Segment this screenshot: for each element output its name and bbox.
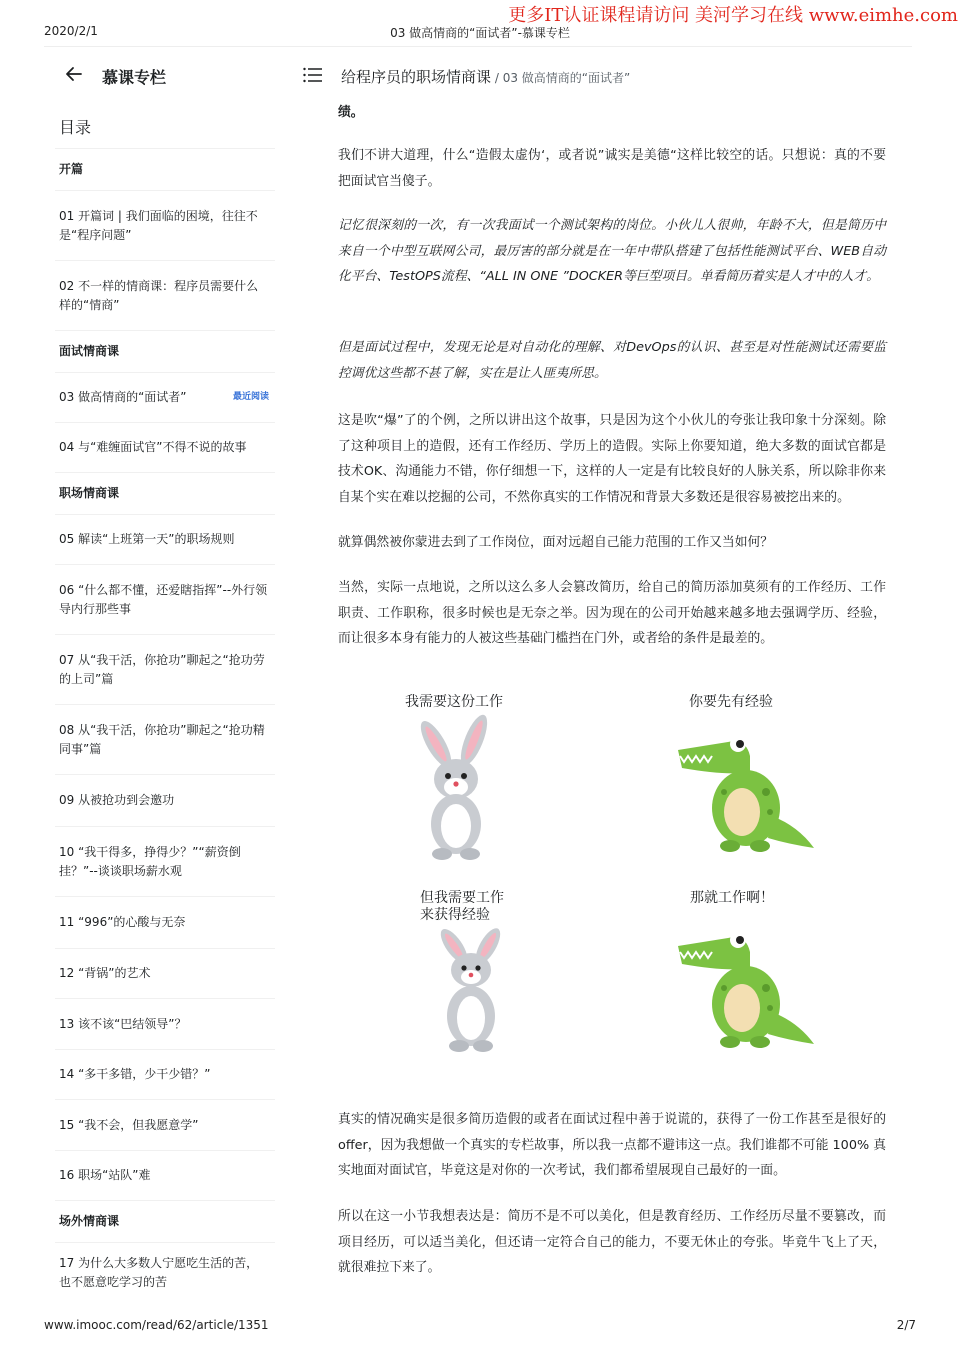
breadcrumb-course[interactable]: 给程序员的职场情商课 — [341, 68, 492, 86]
toc-item-label: 场外情商课 — [59, 1214, 120, 1228]
toc-item[interactable] — [55, 774, 275, 826]
crocodile-icon — [668, 716, 818, 856]
article-paragraph: 绩。 — [338, 105, 364, 120]
toc-item-label: 11 “996”的心酸与无奈 — [59, 915, 186, 929]
toc-item[interactable] — [55, 1242, 275, 1302]
toc-item[interactable] — [55, 1049, 275, 1099]
toc-section-header — [55, 330, 275, 372]
menu-icon[interactable] — [303, 67, 323, 83]
article-paragraph: 但是面试过程中，发现无论是对自动化的理解、对DevOps的认识、甚至是对性能测试还需要监控调优这些都不甚了解，实在是让人匪夷所思。 — [338, 340, 886, 381]
toc-item-label: 09 从被抢功到会邀功 — [59, 793, 175, 807]
promo-banner[interactable]: 更多IT认证课程请访问 美河学习在线 www.eimhe.com — [508, 5, 958, 26]
toc-item-label: 职场情商课 — [59, 486, 120, 500]
article-paragraph: 这是吹“爆”了的个例，之所以讲出这个故事，只是因为这个小伙儿的夸张让我印象十分深刻。除了这种项目上的造假，还有工作经历、学历上的造假。实际上你要知道，绝大多数的面试官都是技术OK、沟通能力不错，你仔细想一下，这样的人一定是有比较良好的人脉关系，所以除非你来自某个实在难以挖掘的公司，不然你真实的工作情况和背景大多数还是很容易被挖出来的。 — [338, 413, 886, 505]
toc-item-label: 13 该不该“巴结领导”？ — [59, 1016, 187, 1031]
toc-item-label: 17 为什么大多数人宁愿吃生活的苦，也不愿意吃学习的苦 — [59, 1255, 259, 1289]
toc-section-header — [55, 1200, 275, 1242]
toc-item-label: 03 做高情商的“面试者” — [59, 390, 187, 404]
toc-item[interactable] — [55, 514, 275, 564]
breadcrumb-separator: / — [491, 71, 503, 85]
article-paragraph: 所以在这一小节我想表达是：简历不是不可以美化，但是教育经历、工作经历尽量不要篡改，而项目经历，可以适当美化，但还请一定符合自己的能力，不要无休止的夸张。毕竟牛飞上了天，就很难拉下来了。 — [338, 1209, 886, 1275]
toc-item[interactable] — [55, 998, 275, 1049]
crocodile-icon — [668, 912, 818, 1052]
header-divider — [44, 46, 912, 47]
rabbit-icon — [426, 924, 516, 1054]
rabbit-caption-bottom: 但我需要工作 来获得经验 — [420, 890, 504, 923]
rabbit-icon — [406, 714, 506, 864]
toc-item-label: 14 “多干多错，少干少错？” — [59, 1067, 211, 1081]
toc-section-header — [55, 148, 275, 190]
toc-item[interactable] — [55, 634, 275, 704]
toc-item[interactable] — [55, 422, 275, 472]
croc-caption-top: 你要先有经验 — [689, 694, 773, 710]
toc-item[interactable] — [55, 372, 275, 422]
print-footer-url: www.imooc.com/read/62/article/1351 — [44, 1318, 269, 1332]
toc-item[interactable] — [55, 260, 275, 330]
recent-read-badge: 最近阅读 — [232, 392, 269, 402]
toc-item-label: 06 “什么都不懂，还爱瞎指挥”--外行领导内行那些事 — [59, 582, 268, 616]
toc-item-label: 04 与“难缠面试官”不得不说的故事 — [59, 440, 247, 454]
toc-item[interactable] — [55, 826, 275, 896]
toc-item-label: 08 从“我干活，你抢功”聊起之“抢功精同事”篇 — [59, 722, 265, 756]
toc-item[interactable] — [55, 1099, 275, 1150]
toc-item-label: 07 从“我干活，你抢功”聊起之“抢功劳的上司”篇 — [59, 652, 265, 686]
breadcrumb — [341, 66, 630, 87]
print-date: 2020/2/1 — [44, 24, 98, 38]
toc-item-label: 开篇 — [59, 162, 84, 176]
article-paragraph: 记忆很深刻的一次，有一次我面试一个测试架构的岗位。小伙儿人很帅，年龄不大，但是简历中来自一个中型互联网公司，最厉害的部分就是在一年中带队搭建了包括性能测试平台、WEB自动化平台、TestOPS流程、“ALL IN ONE ”DOCKER等巨型项目。单看简历着实是人才中的人才。 — [338, 218, 886, 284]
toc-item-label: 05 解读“上班第一天”的职场规则 — [59, 532, 235, 546]
toc-item-label: 16 职场“站队”难 — [59, 1168, 151, 1182]
back-arrow-icon[interactable] — [64, 64, 84, 84]
toc-item-label: 02 不一样的情商课：程序员需要什么样的“情商” — [59, 278, 259, 312]
toc-item-label: 面试情商课 — [59, 344, 120, 358]
toc-item[interactable] — [55, 704, 275, 774]
toc-item-label: 01 开篇词 | 我们面临的困境，往往不是“程序问题” — [59, 208, 258, 242]
toc-item[interactable] — [55, 190, 275, 260]
article-paragraph: 真实的情况确实是很多简历造假的或者在面试过程中善于说谎的，获得了一份工作甚至是很好的offer，因为我想做一个真实的专栏故事，所以我一点都不避讳这一点。我们谁都不可能 100% 真实地面对面试官，毕竟这是对你的一次考试，我们都希望展现自己最好的一面。 — [338, 1112, 886, 1178]
print-footer-page: 2/7 — [896, 1318, 916, 1332]
toc-item[interactable] — [55, 564, 275, 634]
print-title: 03 做高情商的“面试者”-慕课专栏 — [390, 26, 570, 40]
breadcrumb-article: 03 做高情商的“面试者” — [502, 71, 631, 85]
toc-label: 目录 — [59, 118, 92, 137]
toc-item[interactable] — [55, 948, 275, 998]
toc-item-label: 12 “背锅”的艺术 — [59, 966, 151, 980]
comic-illustration — [338, 680, 886, 1060]
toc-item[interactable] — [55, 1150, 275, 1200]
article-paragraph: 就算偶然被你蒙进去到了工作岗位，面对远超自己能力范围的工作又当如何？ — [338, 535, 774, 550]
article-paragraph: 当然，实际一点地说，之所以这么多人会篡改简历，给自己的简历添加莫须有的工作经历、工作职责、工作职称，很多时候也是无奈之举。因为现在的公司开始越来越多地去强调学历、经验，而让很多本身有能力的人被这些基础门槛挡在门外，或者给的条件是最差的。 — [338, 580, 886, 646]
toc-item-label: 15 “我不会，但我愿意学” — [59, 1117, 199, 1132]
toc-item-label: 10 “我干得多，挣得少？”“薪资倒挂？”--谈谈职场薪水观 — [59, 844, 241, 878]
croc-caption-bottom: 那就工作啊！ — [690, 890, 774, 906]
sidebar-title: 慕课专栏 — [102, 68, 167, 87]
rabbit-caption-top: 我需要这份工作 — [405, 694, 503, 710]
toc-item[interactable] — [55, 896, 275, 948]
toc-section-header — [55, 472, 275, 514]
article-paragraph: 我们不讲大道理，什么“造假太虚伪‘，或者说”诚实是美德“这样比较空的话。只想说：真的不要把面试官当傻子。 — [338, 148, 886, 189]
